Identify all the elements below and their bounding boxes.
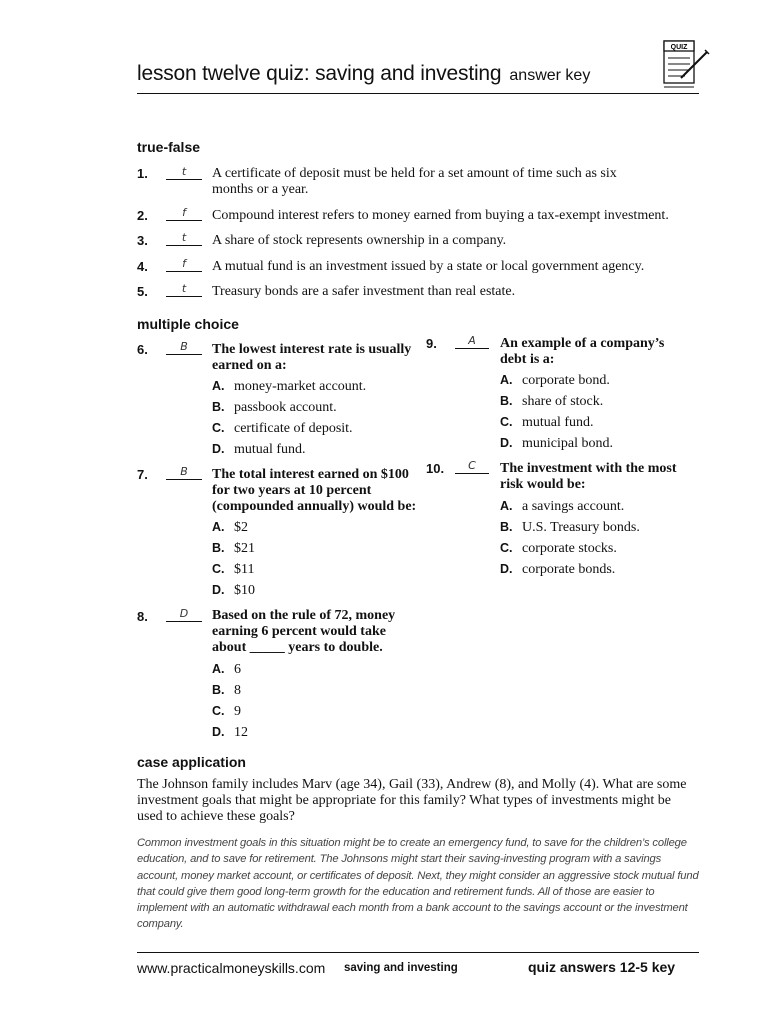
option: C. corporate stocks. <box>500 541 617 556</box>
option: A. a savings account. <box>500 499 625 514</box>
case-question: The Johnson family includes Marv (age 34), Gail (33), Andrew (8), and Molly (4). What are some investment goals that might be appropriate for this family? What types of investments might be used to achieve these goals? <box>137 777 687 824</box>
answer-blank: t <box>166 232 202 246</box>
svg-text:QUIZ: QUIZ <box>670 44 688 51</box>
answer-blank: t <box>166 283 202 297</box>
option: C. 9 <box>212 704 241 719</box>
answer-blank: D <box>166 608 202 622</box>
option: D. 12 <box>212 725 248 740</box>
option: B. 8 <box>212 683 241 698</box>
title-subtitle: answer key <box>509 67 591 84</box>
option: B. $21 <box>212 541 255 556</box>
footer-url-link[interactable]: www.practicalmoneyskills.com <box>137 960 326 976</box>
title-main: lesson twelve quiz: saving and investing <box>137 62 502 85</box>
option: D. $10 <box>212 583 255 598</box>
option: C. mutual fund. <box>500 415 594 430</box>
footer-page-label: quiz answers 12-5 key <box>528 959 676 975</box>
case-answer: Common investment goals in this situation might be to create an emergency fund, to save for the children’s college education, and to save for retirement. The Johnsons might start their saving-investing program with a savings account, money market account, or certificates of deposit. Next, they might consider an aggressive stock mutual fund that could give them good long-term growth for the education and retirement funds. All of those are easier to implement with an automatic withdrawal each month from a bank account to the savings account or the investment company. <box>137 837 699 931</box>
option: A. $2 <box>212 520 248 535</box>
option: A. corporate bond. <box>500 373 610 388</box>
option: D. mutual fund. <box>212 442 306 457</box>
option: D. corporate bonds. <box>500 562 616 577</box>
multiple-choice-heading: multiple choice <box>137 316 239 332</box>
answer-blank: B <box>166 341 202 355</box>
answer-blank: f <box>166 258 202 272</box>
option: B. passbook account. <box>212 400 337 415</box>
option: A. money-market account. <box>212 379 367 394</box>
answer-blank: C <box>455 460 489 474</box>
footer-topic: saving and investing <box>344 962 458 974</box>
option: C. $11 <box>212 562 255 577</box>
case-application-heading: case application <box>137 754 246 770</box>
page-title <box>137 62 667 86</box>
true-false-heading: true-false <box>137 139 201 155</box>
header-divider <box>137 93 699 94</box>
option: C. certificate of deposit. <box>212 421 353 436</box>
answer-blank: B <box>166 466 202 480</box>
option: B. share of stock. <box>500 394 604 409</box>
answer-blank: t <box>166 166 202 180</box>
quiz-notepad-icon <box>663 40 711 90</box>
footer-divider <box>137 952 699 953</box>
option: D. municipal bond. <box>500 436 613 451</box>
option: B. U.S. Treasury bonds. <box>500 520 640 535</box>
option: A. 6 <box>212 662 241 677</box>
answer-blank: A <box>455 335 489 349</box>
answer-blank: f <box>166 207 202 221</box>
